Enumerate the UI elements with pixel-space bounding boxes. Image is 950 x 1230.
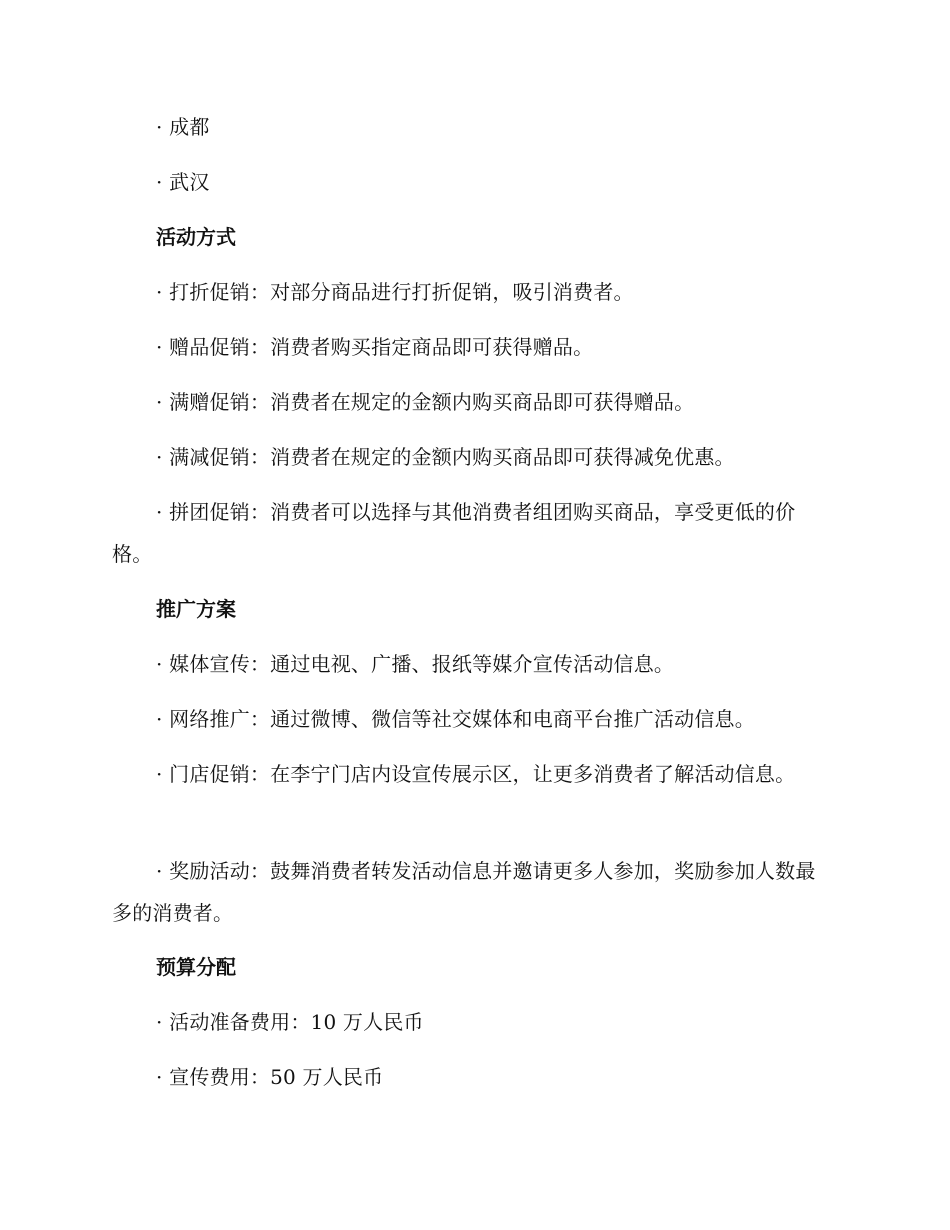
promotion-item: · 媒体宣传：通过电视、广播、报纸等媒介宣传活动信息。	[156, 652, 675, 676]
section-heading-promotion: 推广方案	[156, 597, 236, 621]
budget-item: · 活动准备费用：10 万人民币	[156, 1010, 424, 1034]
activity-item: · 满赠促销：消费者在规定的金额内购买商品即可获得赠品。	[156, 390, 695, 414]
promotion-item: · 网络推广：通过微博、微信等社交媒体和电商平台推广活动信息。	[156, 707, 755, 731]
promotion-item: · 奖励活动：鼓舞消费者转发活动信息并邀请更多人参加，奖励参加人数最多的消费者。	[112, 859, 816, 925]
section-heading-activity: 活动方式	[156, 225, 236, 249]
city-item-chengdu: · 成都	[156, 115, 210, 139]
promotion-item: · 门店促销：在李宁门店内设宣传展示区，让更多消费者了解活动信息。	[156, 762, 796, 786]
activity-item: · 赠品促销：消费者购买指定商品即可获得赠品。	[156, 335, 594, 359]
activity-item: · 满减促销：消费者在规定的金额内购买商品即可获得减免优惠。	[156, 445, 735, 469]
city-item-wuhan: · 武汉	[156, 170, 210, 194]
section-heading-budget: 预算分配	[156, 955, 236, 979]
budget-item: · 宣传费用：50 万人民币	[156, 1065, 384, 1089]
activity-item: · 拼团促销：消费者可以选择与其他消费者组团购买商品，享受更低的价格。	[112, 500, 796, 566]
activity-item: · 打折促销：对部分商品进行打折促销，吸引消费者。	[156, 280, 634, 304]
